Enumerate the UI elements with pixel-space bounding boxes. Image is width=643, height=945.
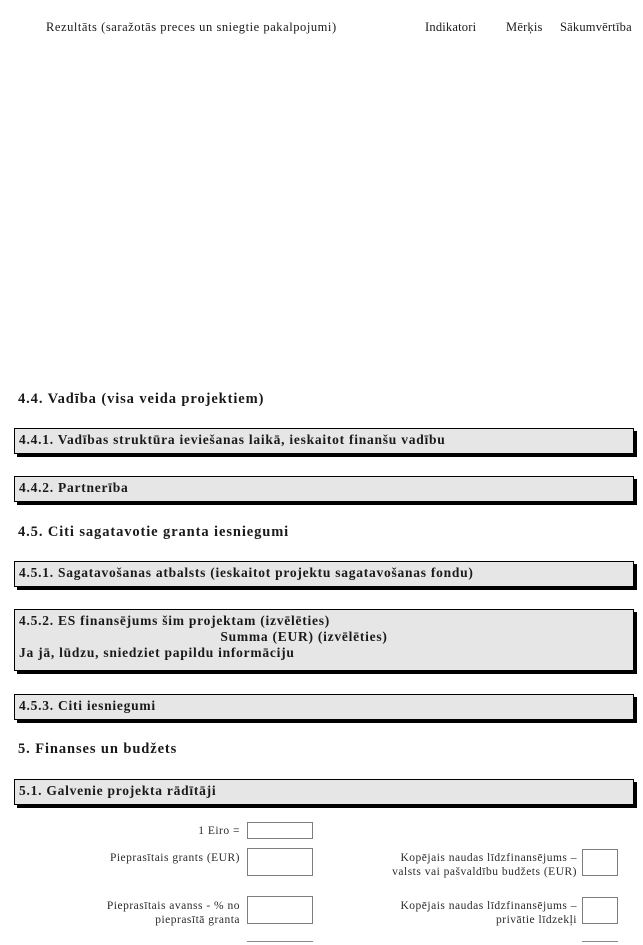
label-requested-advance-line2: pieprasītā granta xyxy=(155,914,240,927)
input-cofinancing-public-budget[interactable] xyxy=(582,849,618,876)
subsection-bar-4-4-2[interactable] xyxy=(14,476,634,502)
subsection-bar-4-5-3-label: 4.5.3. Citi iesniegumi xyxy=(19,698,156,713)
subsection-bar-4-5-1[interactable] xyxy=(14,561,634,587)
subsection-bar-4-5-2-label-line3: Ja jā, lūdzu, sniedziet papildu informāciju xyxy=(19,644,295,660)
bottom-rule-left xyxy=(247,941,313,942)
subsection-bar-4-5-2[interactable] xyxy=(14,609,634,671)
subsection-bar-5-1-label: 5.1. Galvenie projekta rādītāji xyxy=(19,783,217,798)
results-header-main-label: Rezultāts (saražotās preces un sniegtie pakalpojumi) xyxy=(46,20,337,34)
label-requested-advance-line1: Pieprasītais avanss - % no xyxy=(106,900,240,912)
input-cofinancing-private[interactable] xyxy=(582,897,618,924)
results-header-column-indikatori: Indikatori xyxy=(425,20,477,34)
bottom-rule-right xyxy=(582,941,618,942)
subsection-bar-4-5-2-label-line1: 4.5.2. ES finansējums šim projektam (izvēlēties) xyxy=(19,613,330,628)
subsection-bar-4-4-2-label: 4.4.2. Partnerība xyxy=(19,480,129,495)
results-table-header-row xyxy=(0,20,643,40)
label-cofinancing-private-line2: privātie līdzekļi xyxy=(496,914,577,927)
label-cofinancing-public-budget-line1: Kopējais naudas līdzfinansējums – xyxy=(400,852,577,864)
section-heading-4-5: 4.5. Citi sagatavotie granta iesniegumi xyxy=(18,524,290,540)
label-requested-advance xyxy=(70,899,240,928)
results-header-column-sakumvertiba: Sākumvērtība xyxy=(560,20,632,34)
section-heading-5: 5. Finanses un budžets xyxy=(18,741,178,757)
input-requested-advance[interactable] xyxy=(247,896,313,924)
label-cofinancing-public-budget-line2: valsts vai pašvaldību budžets (EUR) xyxy=(392,866,577,879)
subsection-bar-4-4-1-label: 4.4.1. Vadības struktūra ieviešanas laikā, ieskaitot finanšu vadību xyxy=(19,432,446,447)
results-header-column-merkis: Mērķis xyxy=(506,20,543,34)
label-exchange-rate: 1 Eiro = xyxy=(198,825,240,837)
label-cofinancing-private-line1: Kopējais naudas līdzfinansējums – xyxy=(400,900,577,912)
input-exchange-rate[interactable] xyxy=(247,822,313,839)
subsection-bar-4-4-1[interactable] xyxy=(14,428,634,454)
label-requested-grant: Pieprasītais grants (EUR) xyxy=(109,852,240,864)
section-heading-4-4: 4.4. Vadība (visa veida projektiem) xyxy=(18,391,265,407)
subsection-bar-4-5-3[interactable] xyxy=(14,694,634,720)
input-requested-grant[interactable] xyxy=(247,848,313,876)
subsection-bar-5-1[interactable] xyxy=(14,779,634,805)
label-cofinancing-public-budget xyxy=(345,851,577,880)
subsection-bar-4-5-1-label: 4.5.1. Sagatavošanas atbalsts (ieskaitot projektu sagatavošanas fondu) xyxy=(19,565,474,580)
subsection-bar-4-5-2-label-line2: Summa (EUR) (izvēlēties) xyxy=(220,628,388,644)
label-cofinancing-private xyxy=(345,899,577,928)
